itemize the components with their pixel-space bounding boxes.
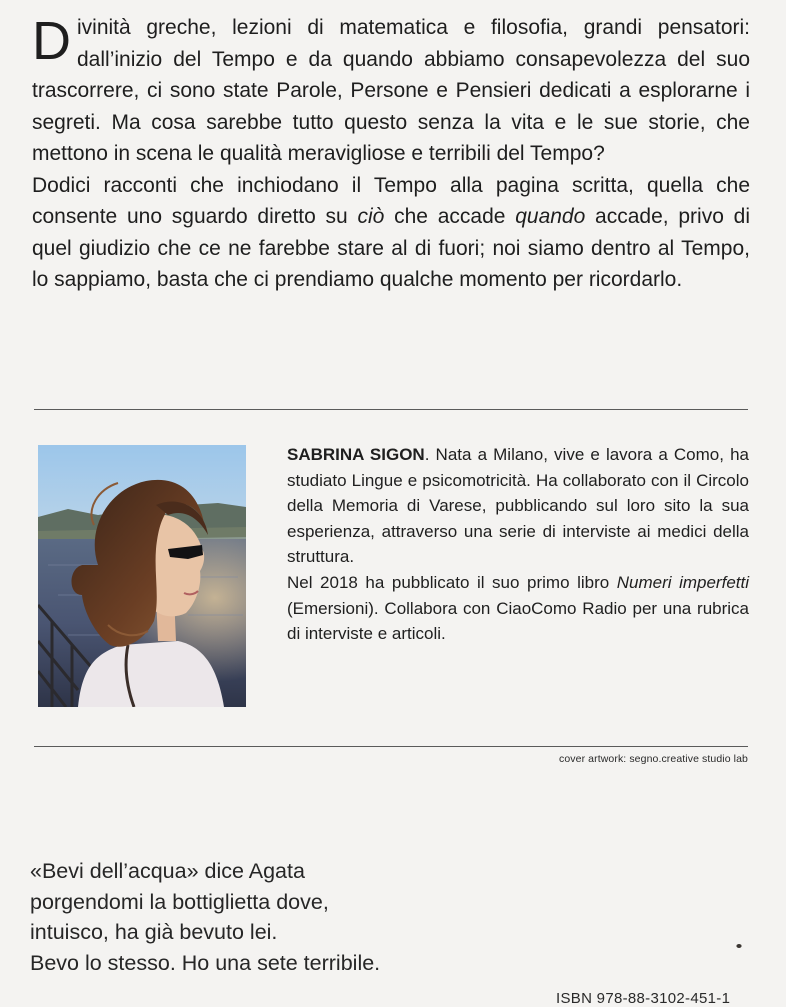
blurb-paragraph-2	[32, 170, 750, 296]
blurb-italic-cio: ciò	[357, 205, 385, 228]
cover-credit: cover artwork: segno.creative studio lab	[558, 753, 748, 765]
book-excerpt	[30, 856, 530, 978]
back-cover-blurb	[32, 12, 750, 296]
author-name: SABRINA SIGON	[287, 445, 425, 464]
author-bio-paragraph-2	[287, 570, 749, 647]
drop-cap: D	[32, 11, 71, 71]
blurb-paragraph-1-text: ivinità greche, lezioni di matematica e filosofia, grandi pensatori: dall’inizio del Tempo e da quando abbiamo consapevolezza del suo trascorrere, ci sono state Parole, Persone e Pensieri dedicati a esplorarne i segreti. Ma cosa sarebbe tutto questo senza la vita e le sue storie, che mettono in scena le qualità meravigliose e terribili del Tempo?	[32, 16, 750, 165]
blurb-paragraph-1	[32, 12, 750, 170]
blurb-paragraph-2-text-b: che accade	[384, 205, 516, 228]
blurb-italic-quando: quando	[515, 205, 586, 228]
top-divider	[34, 409, 748, 410]
excerpt-line: porgendomi la bottiglietta dove,	[30, 889, 329, 914]
author-photo	[38, 445, 246, 707]
author-bio-text-3: (Emersioni). Collabora con CiaoComo Radio per una rubrica di interviste e articoli.	[287, 598, 749, 644]
paper-speck	[736, 943, 742, 949]
excerpt-line: Bevo lo stesso. Ho una sete terribile.	[30, 950, 381, 975]
excerpt-line: «Bevi dell’acqua» dice Agata	[30, 859, 305, 883]
author-bio-text-2: Nel 2018 ha pubblicato il suo primo libro	[287, 572, 617, 592]
author-bio	[287, 442, 749, 647]
author-bio-paragraph-1	[287, 442, 749, 570]
author-bio-text-1: . Nata a Milano, vive e lavora a Como, ha studiato Lingue e psicomotricità. Ha collaborato con il Circolo della Memoria di Varese, pubblicando sul loro sito la sua esperienza, attraverso una serie di interviste ai medici della struttura.	[287, 445, 749, 567]
book-title: Numeri imperfetti	[616, 572, 749, 592]
isbn-number: ISBN 978-88-3102-451-1	[556, 990, 731, 1007]
excerpt-line: intuisco, ha già bevuto lei.	[30, 920, 278, 944]
blurb-paragraph-2-text-c: accade, privo di quel giudizio che ce ne farebbe stare al di fuori; noi siamo dentro al Tempo, lo sappiamo, basta che ci prendiamo qualche momento per ricordarlo.	[32, 205, 750, 291]
bottom-divider	[34, 746, 748, 747]
blurb-paragraph-2-text-a: Dodici racconti che inchiodano il Tempo alla pagina scritta, quella che consente uno sguardo diretto su	[32, 173, 750, 228]
